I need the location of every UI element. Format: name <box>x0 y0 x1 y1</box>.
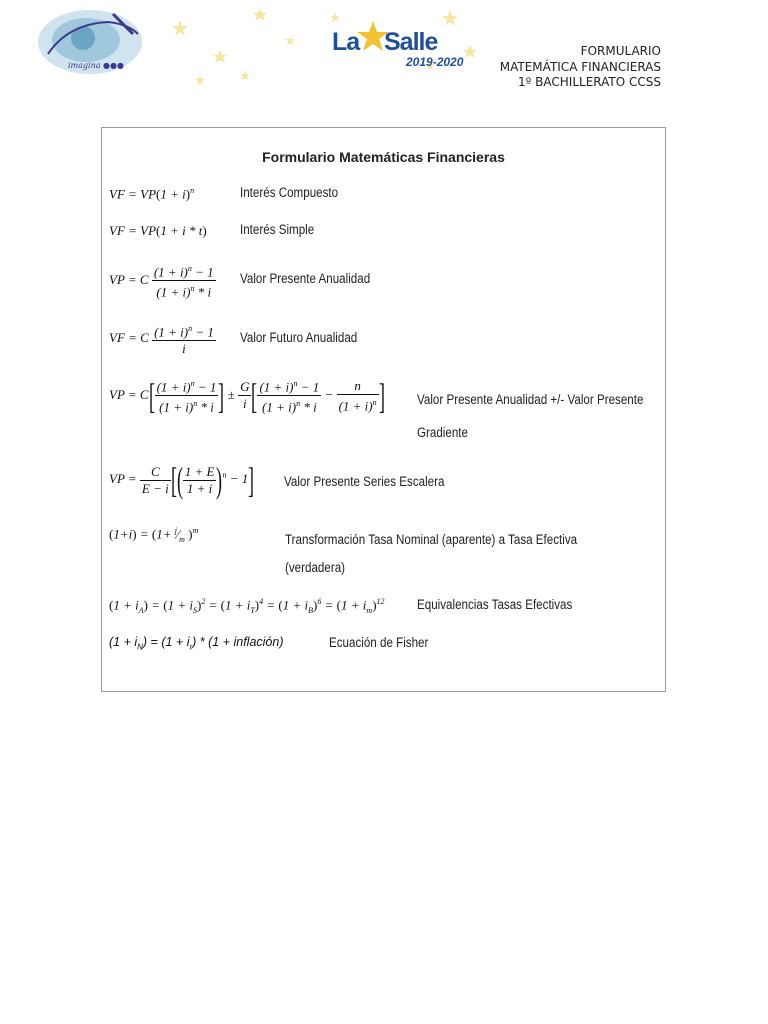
formula-label: Interés Compuesto <box>240 185 339 200</box>
formula-label: Valor Presente Series Escalera <box>284 474 445 489</box>
formula-label: Transformación Tasa Nominal (aparente) a Tasa Efectiva <box>285 532 578 547</box>
formula-present-value-annuity: VP = C $\frac{(1 + i)^n - 1}{(1 + i)^n * i}$ <box>109 261 216 301</box>
formula-gradient: VP = C[ $\frac{(1 + i)^n - 1}{(1 + i)^n * i}$ ] ± $\frac{G}{i}$ [ $\frac{(1 + i)^n - 1}{(1 + i)^n * i}$ − $\frac{n}{(1 + i)^n}$ ] <box>109 375 385 416</box>
formula-staircase-series: VP = $\frac{C}{E - i}$ [( $\frac{1 + E}{1 + i}$ )$^n$ − 1] <box>109 460 255 500</box>
formula-label: Equivalencias Tasas Efectivas <box>417 597 573 612</box>
sheet-title: Formulario Matemáticas Financieras <box>262 149 505 165</box>
formula-label: Interés Simple <box>240 222 315 237</box>
formula-label-continued: (verdadera) <box>285 560 346 575</box>
formula-label: Valor Presente Anualidad <box>240 271 371 286</box>
header-line-3: 1º BACHILLERATO CCSS <box>518 75 661 89</box>
la-salle-logo: La Salle 2019-2020 <box>332 22 482 72</box>
formula-simple-interest: VF = VP(1 + i * t) <box>109 223 207 238</box>
header-line-2: MATEMÁTICA FINANCIERAS <box>499 59 661 74</box>
school-crest-logo <box>28 4 156 82</box>
svg-text:imagina ●●●: imagina ●●● <box>68 61 124 70</box>
formula-compound-interest: VF = $VP(1 + i)^n$ <box>109 186 195 202</box>
formula-label: Valor Futuro Anualidad <box>240 330 358 345</box>
formula-label: Ecuación de Fisher <box>329 635 429 650</box>
formula-future-value-annuity: VF = C $\frac{(1 + i)^n - 1}{i}$ <box>109 321 216 357</box>
formula-fisher-equation: $(1 + i_N) = (1 + i_r) * (1$ + inflación) <box>109 635 284 652</box>
formula-label-continued: Gradiente <box>417 425 468 440</box>
document-header <box>500 44 661 91</box>
header-line-1: FORMULARIO <box>580 44 661 58</box>
formula-nominal-to-effective: $(1+i) = (1+ ^j⁄_m$ )$^m$ <box>109 526 199 544</box>
formula-sheet <box>101 127 666 692</box>
brand-year: 2019-2020 <box>406 55 464 69</box>
formula-label: Valor Presente Anualidad +/- Valor Presente <box>417 392 644 407</box>
formula-effective-rate-equivalences: $(1 + i_A) = (1 + i_S)^2 = (1 + i_T)^4 = (1 + i_B)^6 = (1 + i_m)^{12}$ <box>109 597 385 615</box>
